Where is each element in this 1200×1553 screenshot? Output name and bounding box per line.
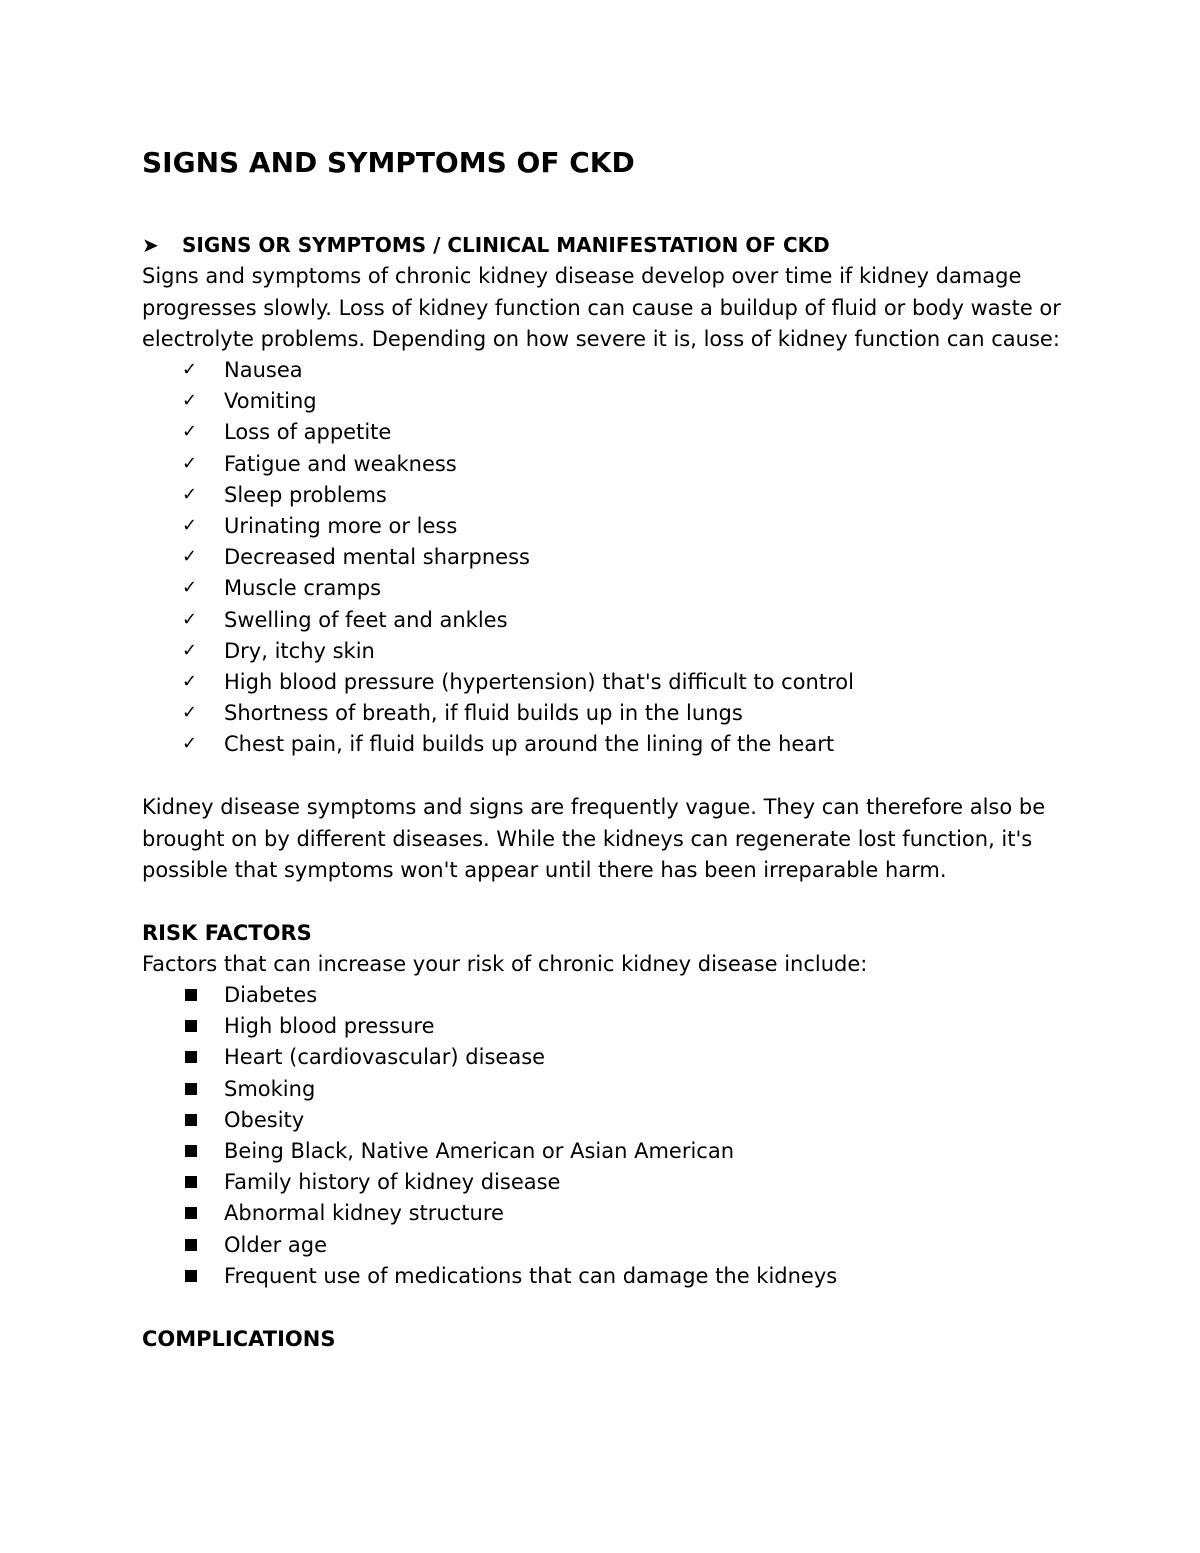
list-item [182, 1011, 837, 1042]
symptom-text: Dry, itchy skin [224, 638, 375, 663]
list-item [182, 542, 854, 573]
intro-line: electrolyte problems. Depending on how severe it is, loss of kidney function can cause: [142, 327, 1060, 351]
checkmark-icon: ✓ [182, 670, 198, 692]
risk-factors-intro: Factors that can increase your risk of chronic kidney disease include: [142, 952, 868, 976]
square-bullet-icon [185, 989, 197, 1001]
symptom-text: Nausea [224, 358, 303, 382]
risk-factor-text: High blood pressure [224, 1014, 435, 1039]
list-item [182, 1167, 837, 1198]
risk-factors-heading: RISK FACTORS [142, 921, 312, 945]
closing-line: possible that symptoms won't appear until there has been irreparable harm. [142, 858, 947, 882]
square-bullet-icon [185, 1051, 197, 1063]
risk-factor-text: Older age [224, 1232, 328, 1257]
checkmark-icon: ✓ [182, 733, 198, 755]
symptom-text: Sleep problems [224, 482, 387, 507]
list-item [182, 729, 854, 760]
risk-factor-text: Abnormal kidney structure [224, 1201, 504, 1226]
section-heading-text: SIGNS OR SYMPTOMS / CLINICAL MANIFESTATION OF CKD [182, 233, 830, 257]
risk-factor-text: Heart (cardiovascular) disease [224, 1045, 546, 1070]
list-item [182, 417, 854, 448]
symptom-list [182, 355, 854, 760]
intro-line: progresses slowly. Loss of kidney function can cause a buildup of fluid or body waste or [142, 295, 1061, 320]
list-item [182, 573, 854, 604]
risk-factor-text: Smoking [224, 1076, 316, 1101]
symptom-text: Shortness of breath, if fluid builds up in the lungs [224, 701, 743, 726]
complications-heading: COMPLICATIONS [142, 1327, 336, 1351]
symptom-text: Urinating more or less [224, 513, 458, 538]
square-bullet-icon [185, 1083, 197, 1095]
page-title: SIGNS AND SYMPTOMS OF CKD [142, 146, 635, 179]
risk-factor-text: Obesity [224, 1107, 305, 1132]
list-item [182, 1105, 837, 1136]
symptom-text: Swelling of feet and ankles [224, 607, 508, 632]
square-bullet-icon [185, 1145, 197, 1157]
closing-paragraph [142, 792, 1045, 887]
intro-paragraph [142, 261, 1082, 356]
arrow-bullet-icon: ➤ [142, 233, 159, 257]
intro-line: Signs and symptoms of chronic kidney disease develop over time if kidney damage [142, 264, 1022, 288]
checkmark-icon: ✓ [182, 702, 198, 724]
square-bullet-icon [185, 1020, 197, 1032]
risk-factor-text: Being Black, Native American or Asian American [224, 1138, 735, 1163]
risk-factor-text: Family history of kidney disease [224, 1170, 561, 1195]
list-item [182, 1136, 837, 1167]
list-item [182, 667, 854, 698]
closing-line: brought on by different diseases. While the kidneys can regenerate lost function, it's [142, 826, 1033, 851]
square-bullet-icon [185, 1270, 197, 1282]
risk-factor-text: Diabetes [224, 983, 318, 1007]
list-item [182, 511, 854, 542]
symptom-text: Muscle cramps [224, 576, 382, 601]
list-item [182, 698, 854, 729]
square-bullet-icon [185, 1239, 197, 1251]
list-item [182, 980, 837, 1011]
square-bullet-icon [185, 1176, 197, 1188]
checkmark-icon: ✓ [182, 452, 198, 474]
symptom-text: Fatigue and weakness [224, 451, 457, 476]
checkmark-icon: ✓ [182, 577, 198, 599]
checkmark-icon: ✓ [182, 546, 198, 568]
symptom-text: Loss of appetite [224, 420, 392, 445]
checkmark-icon: ✓ [182, 359, 198, 380]
list-item [182, 1198, 837, 1229]
list-item [182, 1042, 837, 1073]
list-item [182, 355, 854, 386]
checkmark-icon: ✓ [182, 483, 198, 505]
checkmark-icon: ✓ [182, 390, 198, 412]
closing-line: Kidney disease symptoms and signs are frequently vague. They can therefore also be [142, 795, 1046, 819]
symptom-text: Vomiting [224, 389, 317, 414]
square-bullet-icon [185, 1114, 197, 1126]
list-item [182, 1230, 837, 1261]
checkmark-icon: ✓ [182, 639, 198, 661]
checkmark-icon: ✓ [182, 608, 198, 630]
symptom-text: Chest pain, if fluid builds up around the lining of the heart [224, 732, 835, 757]
symptom-text: Decreased mental sharpness [224, 545, 530, 570]
risk-factor-text: Frequent use of medications that can damage the kidneys [224, 1263, 838, 1288]
risk-factor-list [182, 980, 837, 1292]
checkmark-icon: ✓ [182, 514, 198, 536]
list-item [182, 386, 854, 417]
list-item [182, 480, 854, 511]
list-item [182, 1074, 837, 1105]
square-bullet-icon [185, 1207, 197, 1219]
list-item [182, 449, 854, 480]
list-item [182, 636, 854, 667]
symptom-text: High blood pressure (hypertension) that's difficult to control [224, 669, 854, 694]
checkmark-icon: ✓ [182, 421, 198, 443]
list-item [182, 1261, 837, 1292]
section-heading-symptoms [142, 230, 830, 261]
list-item [182, 605, 854, 636]
